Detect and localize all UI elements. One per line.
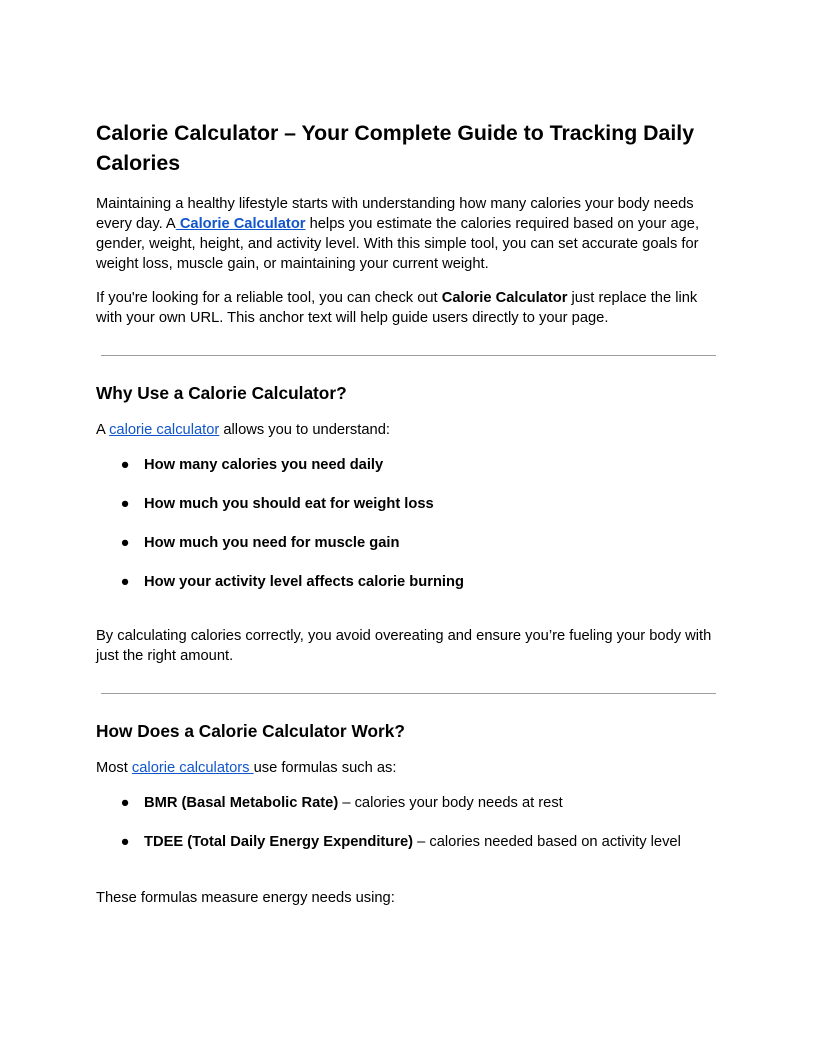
list-item-text: How much you should eat for weight loss	[144, 496, 434, 512]
how-lead-paragraph	[96, 758, 720, 778]
reliable-tool-paragraph	[96, 288, 720, 328]
bullet-icon: ●	[120, 457, 130, 473]
why-lead-end: allows you to understand:	[219, 422, 390, 438]
list-item-text: How many calories you need daily	[144, 457, 384, 473]
list-item-text: How much you need for muscle gain	[144, 535, 400, 551]
reliable-text-end: just replace the link with your own URL. This anchor text will help guide users directly to your page.	[96, 290, 698, 326]
bullet-icon: ●	[120, 496, 130, 512]
how-lead-end: use formulas such as:	[253, 760, 397, 776]
page-title: Calorie Calculator – Your Complete Guide to Tracking Daily Calories	[96, 121, 695, 175]
list-item	[96, 494, 720, 533]
term-bmr: BMR (Basal Metabolic Rate)	[144, 795, 339, 811]
calorie-calculator-link[interactable]: Calorie Calculator	[175, 216, 306, 232]
intro-paragraph	[96, 194, 720, 274]
list-item-text	[144, 793, 563, 813]
list-item	[96, 572, 720, 611]
how-closing-paragraph: These formulas measure energy needs using:	[96, 890, 395, 906]
reliable-bold-text: Calorie Calculator	[441, 290, 568, 306]
why-bullet-list	[96, 455, 720, 611]
list-item-text: How your activity level affects calorie burning	[144, 574, 464, 590]
list-item	[96, 455, 720, 494]
why-closing-paragraph: By calculating calories correctly, you avoid overeating and ensure you’re fueling your body with just the right amount.	[96, 628, 712, 664]
bullet-icon: ●	[120, 795, 130, 811]
list-item	[96, 533, 720, 572]
how-heading: How Does a Calorie Calculator Work?	[96, 721, 405, 741]
list-item-text	[144, 832, 681, 852]
term-tdee-description: – calories needed based on activity level	[413, 834, 681, 850]
how-bullet-list	[96, 793, 720, 871]
intro-text-end: helps you estimate the calories required based on your age, gender, weight, height, and activity level. With this simple tool, you can set accurate goals for weight loss, muscle gain, or maintaining your current weight.	[96, 216, 700, 272]
intro-text-start: Maintaining a healthy lifestyle starts with understanding how many calories your body needs every day. A	[96, 196, 694, 232]
term-tdee: TDEE (Total Daily Energy Expenditure)	[144, 834, 414, 850]
how-lead-start: Most	[96, 760, 132, 776]
why-lead-start: A	[96, 422, 110, 438]
calorie-calculators-inline-link[interactable]: calorie calculators	[131, 760, 254, 776]
horizontal-rule	[101, 355, 716, 356]
bullet-icon: ●	[120, 834, 130, 850]
why-lead-paragraph	[96, 420, 720, 440]
why-heading: Why Use a Calorie Calculator?	[96, 383, 347, 403]
bullet-icon: ●	[120, 574, 130, 590]
reliable-text-start: If you're looking for a reliable tool, you can check out	[96, 290, 442, 306]
calorie-calculator-inline-link[interactable]: calorie calculator	[109, 422, 220, 438]
horizontal-rule	[101, 693, 716, 694]
list-item	[96, 832, 720, 871]
list-item	[96, 793, 720, 832]
term-bmr-description: – calories your body needs at rest	[338, 795, 563, 811]
bullet-icon: ●	[120, 535, 130, 551]
